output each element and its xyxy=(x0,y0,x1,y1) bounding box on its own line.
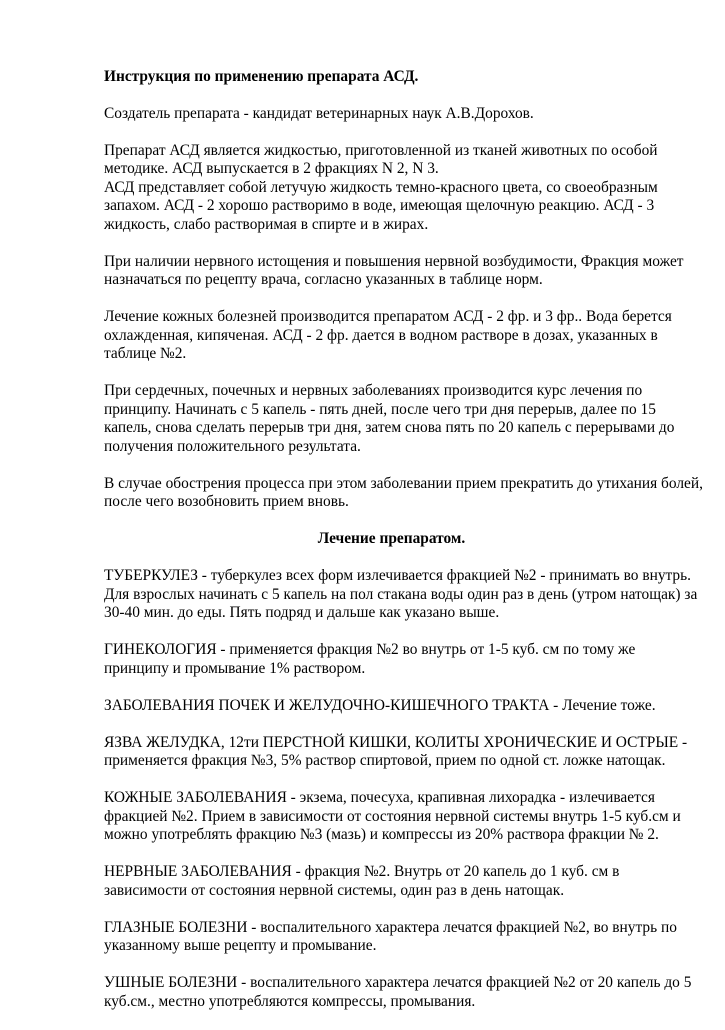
text-line: ЯЗВА ЖЕЛУДКА, 12ти ПЕРСТНОЙ КИШКИ, КОЛИТЫ ХРОНИЧЕСКИЕ И ОСТРЫЕ - xyxy=(104,733,688,751)
author-paragraph xyxy=(104,105,679,124)
intro-paragraph xyxy=(104,142,679,235)
text-line: принципу. Начинать с 5 капель - пять дней, после чего три дня перерыв, далее по 15 xyxy=(104,400,656,418)
skin-treatment-paragraph xyxy=(104,308,679,364)
text-line: применяется фракция №3, 5% раствор спиртовой, прием по одной ст. ложке натощак. xyxy=(104,752,666,769)
text-line: ГЛАЗНЫЕ БОЛЕЗНИ - воспалительного характера лечатся фракцией №2, во внутрь по xyxy=(104,918,677,936)
author-line: Создатель препарата - кандидат ветеринарных наук А.В.Дорохов. xyxy=(104,104,534,122)
ear-diseases-paragraph xyxy=(104,974,692,1011)
text-line: указанному выше рецепту и промывание. xyxy=(104,937,377,954)
text-line: При наличии нервного истощения и повышения нервной возбудимости, Фракция может xyxy=(104,252,684,270)
cardiac-course-paragraph xyxy=(104,382,679,456)
text-line: 30-40 мин. до еды. Пять подряд и дальше как указано выше. xyxy=(104,604,500,621)
text-line: методике. АСД выпускается в 2 фракциях N 2, N 3. xyxy=(104,160,439,177)
text-line: капель, снова сделать перерыв три дня, затем снова пять по 20 капель с перерывами до xyxy=(104,419,675,436)
document-body xyxy=(104,68,703,1030)
nervous-exhaustion-paragraph xyxy=(104,252,684,290)
nervous-diseases-paragraph xyxy=(104,863,679,900)
text-line: АСД представляет собой летучую жидкость темно-красного цвета, со своеобразным xyxy=(104,178,658,196)
text-line: охлажденная, кипяченая. АСД - 2 фр. дается в водном растворе в дозах, указанных в xyxy=(104,326,658,344)
text-line: фракцией №2. Прием в зависимости от состояния нервной системы внутрь 1-5 куб.см и xyxy=(104,807,681,825)
eye-diseases-paragraph xyxy=(104,919,679,956)
skin-diseases-paragraph xyxy=(104,789,679,845)
text-line: В случае обострения процесса при этом заболевании прием прекратить до утихания болей, xyxy=(104,474,703,492)
gynecology-paragraph xyxy=(104,641,679,678)
text-line: ЗАБОЛЕВАНИЯ ПОЧЕК И ЖЕЛУДОЧНО-КИШЕЧНОГО ТРАКТА - Лечение тоже. xyxy=(104,696,656,714)
text-line: жидкость, слабо растворимая в спирте и в жирах. xyxy=(104,215,429,233)
text-line: КОЖНЫЕ ЗАБОЛЕВАНИЯ - экзема, почесуха, крапивная лихорадка - излечивается xyxy=(104,789,655,806)
text-line: ГИНЕКОЛОГИЯ - применяется фракция №2 во внутрь от 1-5 куб. см по тому же xyxy=(104,641,636,658)
section-heading: Лечение препаратом. xyxy=(317,530,466,547)
kidney-gi-paragraph xyxy=(104,697,679,716)
text-line: Лечение кожных болезней производится препаратом АСД - 2 фр. и 3 фр.. Вода берется xyxy=(104,308,672,325)
text-line: НЕРВНЫЕ ЗАБОЛЕВАНИЯ - фракция №2. Внутрь от 20 капель до 1 куб. см в xyxy=(104,863,620,880)
text-line: можно употреблять фракцию №3 (мазь) и компрессы из 20% раствора фракции № 2. xyxy=(104,826,659,843)
text-line: При сердечных, почечных и нервных заболеваниях производится курс лечения по xyxy=(104,382,643,399)
text-line: зависимости от состояния нервной системы, один раз в день натощак. xyxy=(104,881,565,899)
text-line: назначаться по рецепту врача, согласно указанных в таблице норм. xyxy=(104,271,543,288)
text-line: УШНЫЕ БОЛЕЗНИ - воспалительного характера лечатся фракцией №2 от 20 капель до 5 xyxy=(104,974,692,991)
text-line: куб.см., местно употребляются компрессы, промывания. xyxy=(104,992,476,1010)
text-line: таблице №2. xyxy=(104,345,187,362)
tuberculosis-paragraph xyxy=(104,567,698,623)
text-line: Для взрослых начинать с 5 капель на пол стакана воды один раз в день (утром натощак) за xyxy=(104,585,698,603)
text-line: Препарат АСД является жидкостью, приготовленной из тканей животных по особой xyxy=(104,141,658,159)
text-line: принципу и промывание 1% раствором. xyxy=(104,659,366,677)
ulcer-paragraph xyxy=(104,733,688,771)
document-title: Инструкция по применению препарата АСД. xyxy=(104,68,419,85)
text-line: ТУБЕРКУЛЕЗ - туберкулез всех форм излечивается фракцией №2 - принимать во внутрь. xyxy=(104,567,691,584)
exacerbation-paragraph xyxy=(104,474,703,512)
text-line: запахом. АСД - 2 хорошо растворимо в воде, имеющая щелочную реакцию. АСД - 3 xyxy=(104,197,655,214)
text-line: после чего возобновить прием вновь. xyxy=(104,493,349,510)
text-line: получения положительного результата. xyxy=(104,437,361,455)
